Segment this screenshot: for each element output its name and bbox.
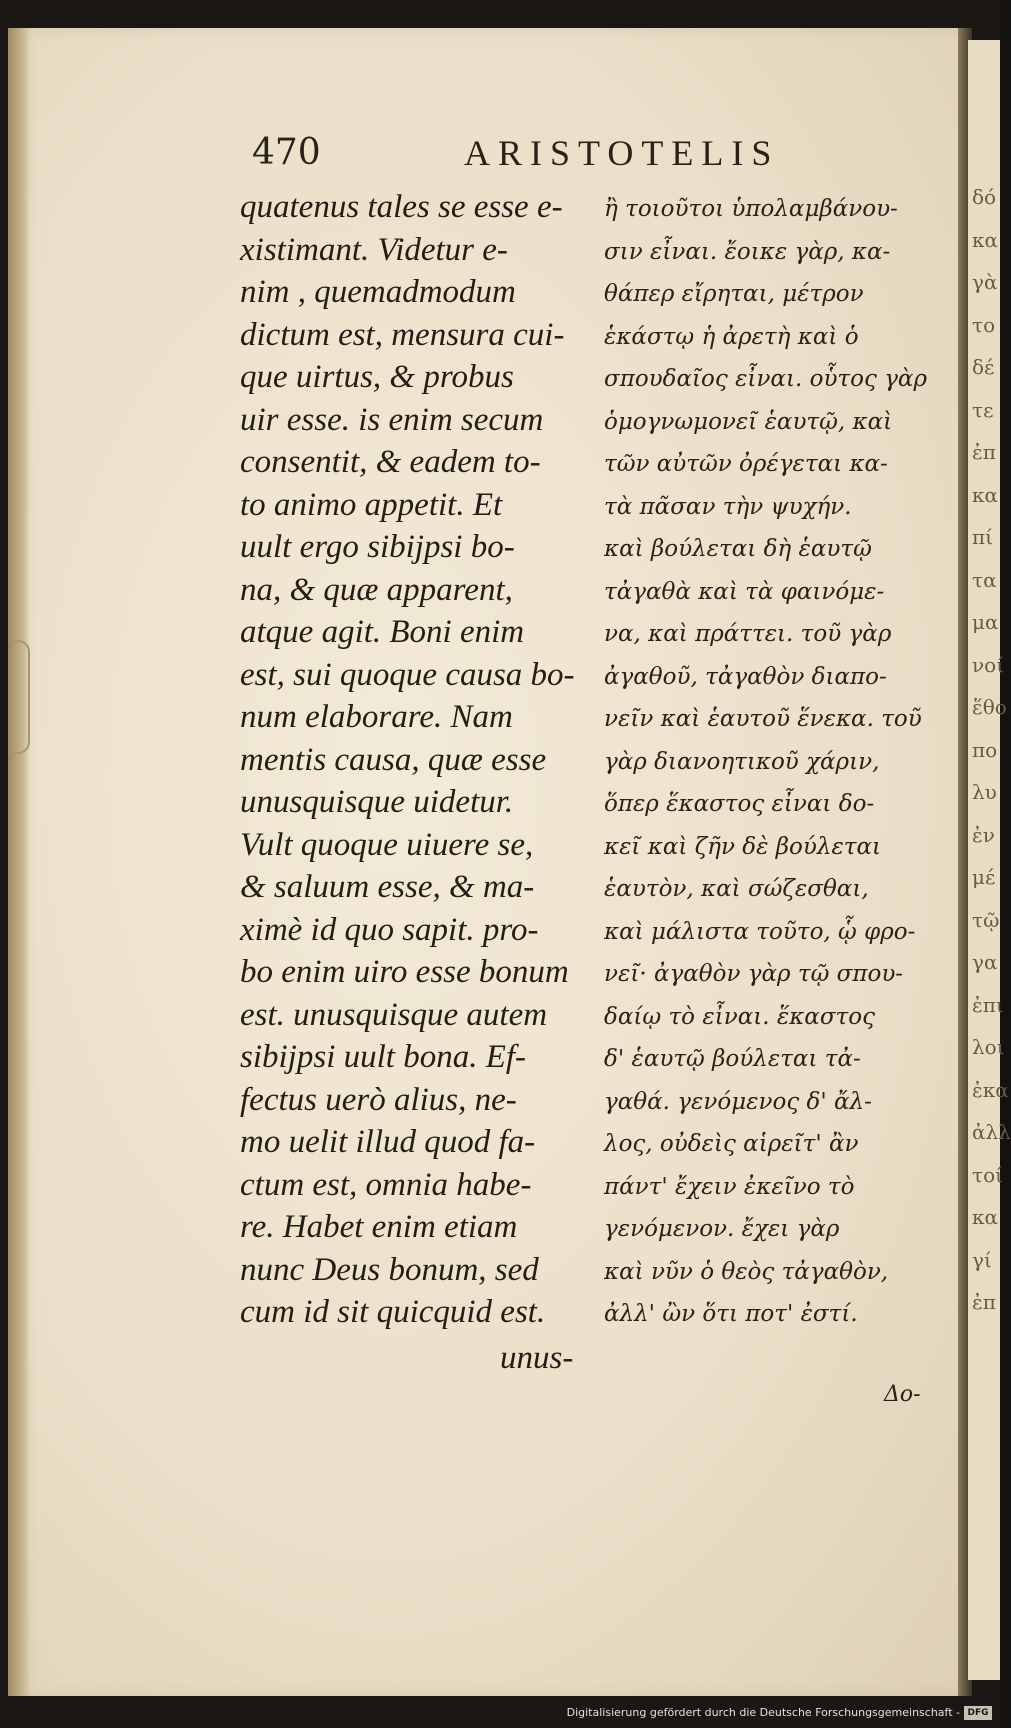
latin-line: uir esse. is enim secum xyxy=(240,401,544,438)
greek-line: τῶν αὐτῶν ὀρέγεται κα- xyxy=(604,451,888,477)
latin-line: atque agit. Boni enim xyxy=(240,614,525,650)
latin-line: ctum est, omnia habe- xyxy=(240,1166,532,1203)
latin-line: sibijpsi uult bona. Ef- xyxy=(240,1039,527,1075)
greek-line: νεῖν καὶ ἑαυτοῦ ἕνεκα. τοῦ xyxy=(604,706,922,732)
digitization-credit: Digitalisierung gefördert durch die Deutsche Forschungsgemeinschaft - xyxy=(566,1706,960,1719)
facing-page-text-fragments xyxy=(972,176,1011,1324)
bleed-fragment: λυ xyxy=(972,780,997,804)
bleed-fragment: γὰ xyxy=(972,270,998,294)
latin-line: ximè id quo sapit. pro- xyxy=(240,911,539,948)
bleed-fragment: κα xyxy=(972,482,999,507)
greek-line: γὰρ διανοητικοῦ χάριν, xyxy=(604,748,880,775)
greek-text-column xyxy=(604,188,940,1336)
greek-line: ἢ τοιοῦτοι ὑπολαμβάνου- xyxy=(604,196,898,222)
bleed-fragment: τα xyxy=(972,567,997,592)
greek-line: σιν εἶναι. ἔοικε γὰρ, κα- xyxy=(604,238,891,265)
greek-line: ἑαυτὸν, καὶ σώζεσθαι, xyxy=(604,876,869,902)
greek-line: καὶ μάλιστα τοῦτο, ᾧ φρο- xyxy=(604,918,916,945)
bleed-fragment: ἐπ xyxy=(972,1290,996,1314)
greek-line: καὶ βούλεται δὴ ἑαυτῷ xyxy=(604,536,872,562)
latin-line: na, & quæ apparent, xyxy=(240,571,513,608)
latin-line: Vult quoque uiuere se, xyxy=(240,826,534,863)
greek-line: γαθά. γενόμενος δ' ἄλ- xyxy=(604,1088,872,1115)
greek-catchword: Δο- xyxy=(884,1382,921,1407)
greek-line: δ' ἑαυτῷ βούλεται τἀ- xyxy=(604,1046,861,1072)
page-number: 470 xyxy=(252,132,321,173)
latin-line: re. Habet enim etiam xyxy=(240,1209,518,1245)
latin-line: to animo appetit. Et xyxy=(240,486,503,523)
greek-line: πάντ' ἔχειν ἐκεῖνο τὸ xyxy=(604,1173,855,1200)
bleed-fragment: νοί xyxy=(972,652,1005,677)
latin-line: est. unusquisque autem xyxy=(240,996,548,1033)
latin-text-column xyxy=(240,186,600,1334)
bleed-fragment: λοι xyxy=(972,1035,1005,1059)
latin-line: fectus uerò alius, ne- xyxy=(240,1081,517,1118)
bleed-fragment: ἐπι xyxy=(972,992,1004,1017)
page-header xyxy=(252,132,852,182)
latin-line: mo uelit illud quod fa- xyxy=(240,1124,536,1160)
greek-line: ἀγαθοῦ, τἀγαθὸν διαπο- xyxy=(604,663,887,690)
latin-line: mentis causa, quæ esse xyxy=(240,741,547,778)
latin-line: que uirtus, & probus xyxy=(240,359,514,395)
dfg-logo-badge: DFG xyxy=(964,1706,992,1720)
bleed-fragment: ἐκα xyxy=(972,1077,1009,1102)
bleed-fragment: ἀλλ xyxy=(972,1120,1011,1144)
greek-line: κεῖ καὶ ζῆν δὲ βούλεται xyxy=(604,833,882,860)
bleed-fragment: κα xyxy=(972,1205,999,1229)
greek-line: καὶ νῦν ὁ θεὸς τἀγαθὸν, xyxy=(604,1258,889,1285)
bleed-fragment: ἐν xyxy=(972,822,995,847)
latin-line: cum id sit quicquid est. xyxy=(240,1294,546,1330)
bleed-fragment: μέ xyxy=(972,865,996,889)
greek-line: να, καὶ πράττει. τοῦ γὰρ xyxy=(604,621,892,647)
bleed-fragment: τε xyxy=(972,397,994,422)
latin-line: nim , quemadmodum xyxy=(240,274,516,310)
bleed-fragment: κα xyxy=(972,227,999,252)
bleed-fragment: πί xyxy=(972,525,993,549)
latin-line: consentit, & eadem to- xyxy=(240,444,541,480)
latin-line: dictum est, mensura cui- xyxy=(240,316,565,353)
latin-line: xistimant. Videtur e- xyxy=(240,231,508,268)
latin-line: uult ergo sibijpsi bo- xyxy=(240,529,515,565)
latin-catchword: unus- xyxy=(500,1340,574,1376)
binding-clasp-mark xyxy=(14,640,30,754)
latin-line: bo enim uiro esse bonum xyxy=(240,954,569,990)
greek-line: σπουδαῖος εἶναι. οὗτος γὰρ xyxy=(604,366,927,392)
footer-bar xyxy=(0,1702,1000,1728)
greek-line: τἀγαθὰ καὶ τὰ φαινόμε- xyxy=(604,578,885,605)
bleed-fragment: ἕθο xyxy=(972,695,1007,719)
latin-line: est, sui quoque causa bo- xyxy=(240,656,575,693)
bleed-fragment: πο xyxy=(972,737,998,762)
bleed-fragment: ἐπ xyxy=(972,440,996,464)
latin-line: unusquisque uidetur. xyxy=(240,784,514,820)
greek-line: λος, οὐδεὶς αἱρεῖτ' ἂν xyxy=(604,1131,859,1157)
running-title: ARISTOTELIS xyxy=(464,133,780,173)
greek-line: ἑκάστῳ ἡ ἀρετὴ καὶ ὁ xyxy=(604,323,859,350)
greek-line: ἀλλ' ὢν ὅτι ποτ' ἐστί. xyxy=(604,1301,858,1327)
latin-line: nunc Deus bonum, sed xyxy=(240,1251,539,1288)
greek-line: ὁμογνωμονεῖ ἑαυτῷ, καὶ xyxy=(604,408,893,435)
greek-line: τὰ πᾶσαν τὴν ψυχήν. xyxy=(604,493,852,520)
page-binding-edge xyxy=(8,28,30,1696)
bleed-fragment: τοί xyxy=(972,1162,1003,1187)
greek-line: γενόμενον. ἔχει γὰρ xyxy=(604,1216,840,1242)
greek-line: νεῖ· ἀγαθὸν γὰρ τῷ σπου- xyxy=(604,961,904,987)
bleed-fragment: μα xyxy=(972,610,999,634)
bleed-fragment: τῷ xyxy=(972,907,1000,932)
latin-line: & saluum esse, & ma- xyxy=(240,869,535,905)
greek-line: ὅπερ ἕκαστος εἶναι δο- xyxy=(604,791,875,817)
greek-line: δαίῳ τὸ εἶναι. ἕκαστος xyxy=(604,1003,875,1030)
latin-line: num elaborare. Nam xyxy=(240,699,513,735)
greek-line: θάπερ εἴρηται, μέτρον xyxy=(604,281,864,307)
latin-line: quatenus tales se esse e- xyxy=(240,189,563,225)
bleed-fragment: γί xyxy=(972,1247,992,1272)
bleed-fragment: γα xyxy=(972,950,998,974)
bleed-fragment: το xyxy=(972,312,996,337)
bleed-fragment: δέ xyxy=(972,355,995,379)
bleed-fragment: δό xyxy=(972,185,997,209)
